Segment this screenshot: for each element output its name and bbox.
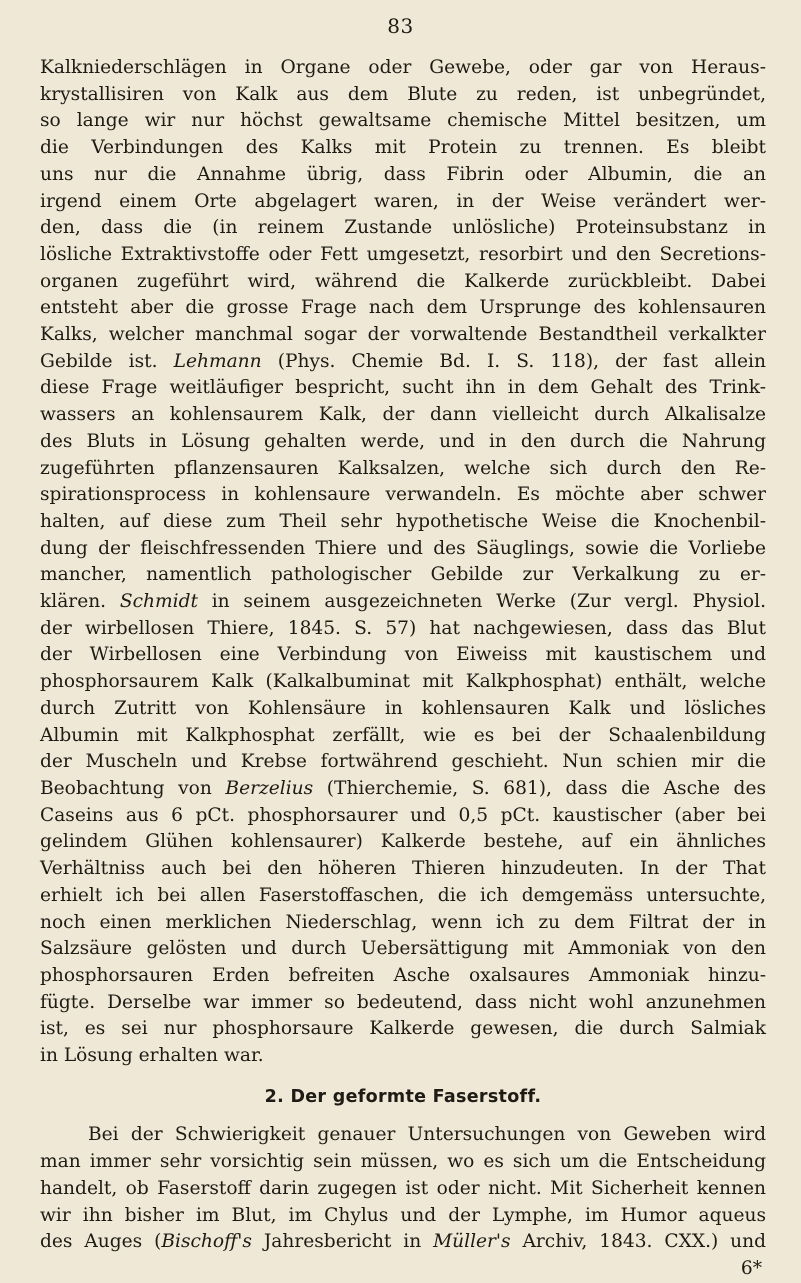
section-heading: 2. Der geformte Faserstoff. xyxy=(264,1086,542,1107)
text-line: die Verbindungen des Kalks mit Protein zu trennen. Es bleibt xyxy=(40,137,766,159)
text-line: krystallisiren von Kalk aus dem Blute zu reden, ist unbegründet, xyxy=(40,83,766,105)
page-number: 83 xyxy=(387,14,414,38)
text-segment: (Phys. Chemie Bd. I. S. 118), der fast allein xyxy=(277,350,766,372)
text-line: organen zugeführt wird, während die Kalkerde zurückbleibt. Dabei xyxy=(40,270,766,292)
text-segment: des Auges ( xyxy=(40,1231,162,1253)
text-line: irgend einem Orte abgelagert waren, in der Weise verändert wer- xyxy=(40,190,766,212)
text-line: spirationsprocess in kohlensaure verwandeln. Es möchte aber schwer xyxy=(40,484,766,506)
text-line: Verhältniss auch bei den höheren Thieren hinzudeuten. In der That xyxy=(40,858,766,880)
text-line: durch Zutritt von Kohlensäure in kohlensauren Kalk und lösliches xyxy=(40,697,766,719)
text-line: Salzsäure gelösten und durch Uebersättigung mit Ammoniak von den xyxy=(40,938,766,960)
text-line: halten, auf diese zum Theil sehr hypothetische Weise die Knochenbil- xyxy=(40,510,766,532)
text-segment: in seinem ausgezeichneten Werke (Zur vergl. Physiol. xyxy=(211,591,766,613)
text-line: zugeführten pflanzensauren Kalksalzen, welche sich durch den Re- xyxy=(40,457,766,479)
signature-mark: 6* xyxy=(740,1257,762,1279)
text-line: gelindem Glühen kohlensaurer) Kalkerde bestehe, auf ein ähnliches xyxy=(40,831,766,853)
text-line: erhielt ich bei allen Faserstoffaschen, die ich demgemäss untersuchte, xyxy=(40,884,766,906)
text-line: in Lösung erhalten war. xyxy=(40,1045,264,1067)
text-line: Caseins aus 6 pCt. phosphorsaurer und 0,5 pCt. kaustischer (aber bei xyxy=(40,804,766,826)
text-line: der wirbellosen Thiere, 1845. S. 57) hat nachgewiesen, dass das Blut xyxy=(40,617,766,639)
text-line: Bei der Schwierigkeit genauer Untersuchungen von Geweben wird xyxy=(88,1124,766,1146)
text-line: ist, es sei nur phosphorsaure Kalkerde gewesen, die durch Salmiak xyxy=(40,1018,766,1040)
text-segment: (Thierchemie, S. 681), dass die Asche des xyxy=(326,777,766,799)
text-line: mancher, namentlich pathologischer Gebilde zur Verkalkung zu er- xyxy=(40,564,766,586)
text-segment: Gebilde ist. xyxy=(40,350,158,372)
text-line: phosphorsaurem Kalk (Kalkalbuminat mit Kalkphosphat) enthält, welche xyxy=(40,671,766,693)
text-segment: Jahresbericht in xyxy=(251,1231,434,1253)
text-line: noch einen merklichen Niederschlag, wenn ich zu dem Filtrat der in xyxy=(40,911,766,933)
text-line: handelt, ob Faserstoff darin zugegen ist oder nicht. Mit Sicherheit kennen xyxy=(40,1177,766,1199)
text-line: des Bluts in Lösung gehalten werde, und in den durch die Nahrung xyxy=(40,430,766,452)
author-name-mueller: Müller's xyxy=(433,1231,511,1253)
text-line: der Wirbellosen eine Verbindung von Eiweiss mit kaustischem und xyxy=(40,644,766,666)
text-line: wassers an kohlensaurem Kalk, der dann vielleicht durch Alkalisalze xyxy=(40,404,766,426)
author-name-lehmann: Lehmann xyxy=(173,350,262,372)
text-line: Kalks, welcher manchmal sogar der vorwaltende Bestandtheil verkalkter xyxy=(40,324,766,346)
text-line: der Muscheln und Krebse fortwährend geschieht. Nun schien mir die xyxy=(40,751,766,773)
text-line xyxy=(40,776,766,803)
paragraph-1 xyxy=(40,55,766,1070)
author-name-bischoff: Bischoff's xyxy=(161,1231,252,1253)
author-name-schmidt: Schmidt xyxy=(119,591,198,613)
text-line: lösliche Extraktivstoffe oder Fett umgesetzt, resorbirt und den Secretions- xyxy=(40,243,766,265)
text-line: dung der fleischfressenden Thiere und des Säuglings, sowie die Vorliebe xyxy=(40,537,766,559)
text-line: diese Frage weitläufiger bespricht, sucht ihn in dem Gehalt des Trink- xyxy=(40,377,766,399)
text-segment: klären. xyxy=(40,591,107,613)
text-line: Albumin mit Kalkphosphat zerfällt, wie es bei der Schaalenbildung xyxy=(40,724,766,746)
paragraph-2 xyxy=(40,1122,766,1256)
text-segment: Beobachtung von xyxy=(40,777,212,799)
text-line xyxy=(40,589,766,616)
text-line xyxy=(40,1229,766,1256)
text-line: phosphorsauren Erden befreiten Asche oxalsaures Ammoniak hinzu- xyxy=(40,964,766,986)
text-line: uns nur die Annahme übrig, dass Fibrin oder Albumin, die an xyxy=(40,163,766,185)
text-line: wir ihn bisher im Blut, im Chylus und der Lymphe, im Humor aqueus xyxy=(40,1204,766,1226)
text-line xyxy=(40,349,766,376)
text-line: man immer sehr vorsichtig sein müssen, wo es sich um die Entscheidung xyxy=(40,1151,766,1173)
text-line: so lange wir nur höchst gewaltsame chemische Mittel besitzen, um xyxy=(40,110,766,132)
text-segment: Archiv, 1843. CXX.) und xyxy=(510,1231,766,1253)
text-line: fügte. Derselbe war immer so bedeutend, dass nicht wohl anzunehmen xyxy=(40,991,766,1013)
author-name-berzelius: Berzelius xyxy=(225,777,314,799)
text-line: Kalkniederschlägen in Organe oder Gewebe, oder gar von Heraus- xyxy=(40,57,766,78)
body-text xyxy=(40,55,766,1283)
text-line: den, dass die (in reinem Zustande unlösliche) Proteinsubstanz in xyxy=(40,217,766,239)
text-line: entsteht aber die grosse Frage nach dem Ursprunge des kohlensauren xyxy=(40,297,766,319)
